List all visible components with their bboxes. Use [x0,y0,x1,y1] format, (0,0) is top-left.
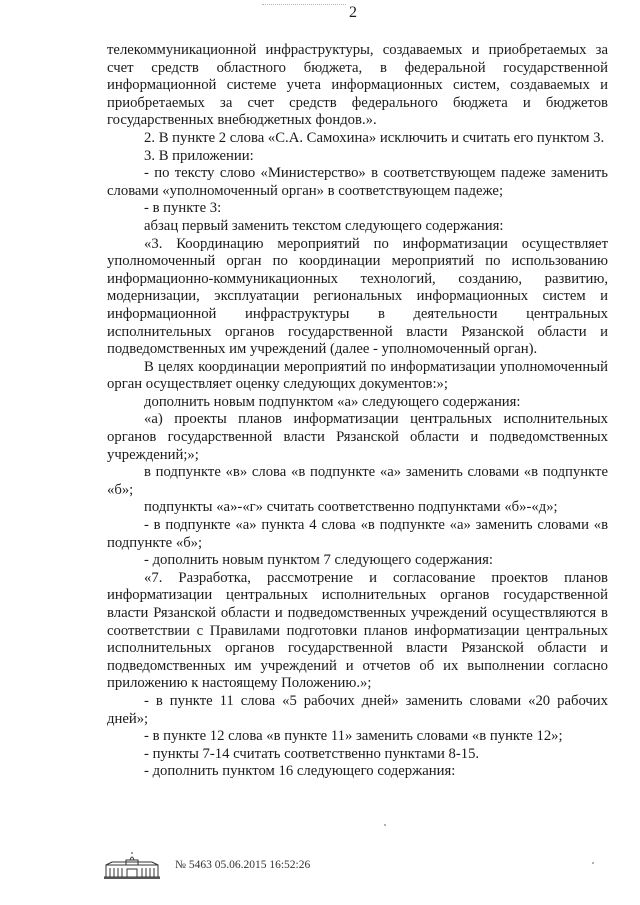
document-body [107,42,608,781]
paragraph-continuation: телекоммуникационной инфраструктуры, создаваемых и приобретаемых за счет средств областного бюджета, в федеральной государственной информационной системе учета информационных систем, создаваемых и приобретаемых за счет средств федерального бюджета и бюджетов государственных внебюджетных фондов.». [107,42,608,129]
registration-stamp: № 5463 05.06.2015 16:52:26 [175,859,311,871]
paragraph-add-subpoint-a: дополнить новым подпунктом «а» следующего содержания: [144,393,521,410]
paragraph-subpoint-a-text: «а) проекты планов информатизации центральных исполнительных органов государственной власти Рязанской области и подведомственных учреждений;»; [107,411,608,463]
paragraph-add-point-7: - дополнить новым пунктом 7 следующего содержания: [144,552,493,569]
scan-speck [592,862,594,864]
paragraph-point-11: - в пункте 11 слова «5 рабочих дней» заменить словами «20 рабочих дней»; [107,692,608,727]
paragraph-coordination: «3. Координацию мероприятий по информатизации осуществляет уполномоченный орган по координации мероприятий по использованию информационно-коммуникационных технологий, созданию, развитию, модернизации, эксплуатации региональных информационных систем и информационной инфраструктуры в деятельности центральных исполнительных органов государственной власти Рязанской области и подведомственных им учреждений (далее - уполномоченный орган). [107,235,608,358]
paragraph-subpoint-v: в подпункте «в» слова «в подпункте «а» заменить словами «в подпункте «б»; [107,464,608,498]
paragraph-item-3: 3. В приложении: [144,147,254,164]
scan-speck [384,824,386,826]
paragraph-evaluation: В целях координации мероприятий по информатизации уполномоченный орган осуществляет оценку следующих документов:»; [107,358,608,393]
scan-artifact [262,4,346,15]
paragraph-item-2: 2. В пункте 2 слова «С.А. Самохина» исключить и считать его пунктом 3. [144,129,605,146]
paragraph-point-4: - в подпункте «а» пункта 4 слова «в подпункте «а» заменить словами «в подпункте «б»; [107,517,608,551]
paragraph-point-7-text: «7. Разработка, рассмотрение и согласование проектов планов информатизации центральных исполнительных органов государственной власти Рязанской области и подведомственных учреждений осуществляются в соответствии с Правилами подготовки планов информатизации центральных исполнительных органов государственной власти Рязанской области и подведомственных им учреждений и отчетов об их выполнении согласно приложению к настоящему Положению.»; [107,569,608,692]
paragraph-first-abzac: абзац первый заменить текстом следующего содержания: [144,217,504,234]
paragraph-renumber-subpoints: подпункты «а»-«г» считать соответственно подпунктами «б»-«д»; [144,499,558,516]
paragraph-point-3: - в пункте 3: [144,200,222,217]
building-emblem-icon [100,851,164,881]
paragraph-renumber-points: - пункты 7-14 считать соответственно пунктами 8-15. [144,745,480,762]
document-footer [100,851,400,881]
page-number: 2 [349,4,357,21]
paragraph-add-point-16: - дополнить пунктом 16 следующего содержания: [144,763,456,780]
paragraph-ministry-replace: - по тексту слово «Министерство» в соответствующем падеже заменить словами «уполномоченный орган» в соответствующем падеже; [107,165,608,199]
paragraph-point-12: - в пункте 12 слова «в пункте 11» заменить словами «в пункте 12»; [144,728,563,745]
